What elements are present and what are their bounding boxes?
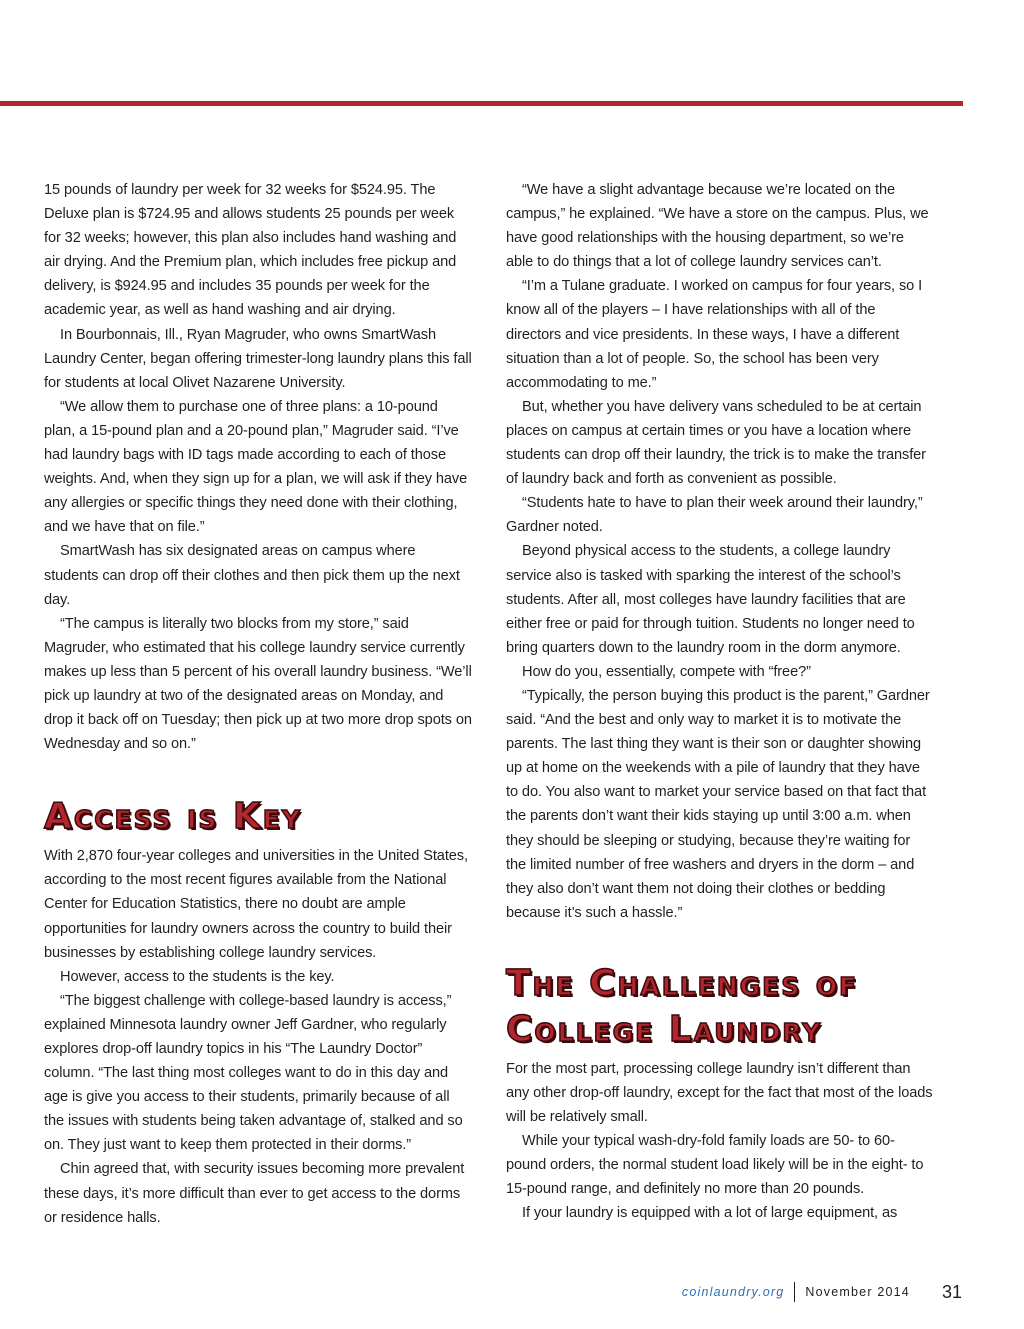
paragraph: “We have a slight advantage because we’re located on the campus,” he explained. “We have a store on the campus. Plus, we have good relationships with the housing department, so we’re able to do things that a lot of college laundry services can’t. <box>506 182 929 271</box>
page-number: 31 <box>941 1281 962 1302</box>
paragraph: SmartWash has six designated areas on campus where students can drop off their clothes and then pick them up the next day. <box>44 543 460 608</box>
paragraph: Beyond physical access to the students, a college laundry service also is tasked with sparking the interest of the school’s students. After all, most colleges have laundry facilities that are either free or paid for through tuition. Students no longer need to bring quarters down to the laundry room in the dorm anymore. <box>506 543 915 656</box>
paragraph: 15 pounds of laundry per week for 32 weeks for $524.95. The Deluxe plan is $724.95 and allows students 25 pounds per week for 32 weeks; however, this plan also includes hand washing and air drying. And the Premium plan, which includes free pickup and delivery, is $924.95 and includes 35 pounds per week for the academic year, as well as hand washing and air drying. <box>44 182 457 319</box>
paragraph: If your laundry is equipped with a lot of large equipment, as <box>522 1205 898 1222</box>
paragraph: With 2,870 four-year colleges and universities in the United States, according to the most recent figures available from the National Center for Education Statistics, there no doubt are ample opportunities for laundry owners across the country to build their businesses by establishing college laundry services. <box>44 848 468 961</box>
footer-divider <box>794 1282 795 1302</box>
paragraph: “Students hate to have to plan their week around their laundry,” Gardner noted. <box>506 495 923 536</box>
paragraph: “We allow them to purchase one of three plans: a 10-pound plan, a 15-pound plan and a 20-pound plan,” Magruder said. “I’ve had laundry bags with ID tags made according to each of those weights. And, when they sign up for a plan, we will ask if they have any allergies or specific things they need done with their clothing, and we have that on file.” <box>44 398 468 536</box>
section-heading-challenges: The Challenges of College Laundry <box>506 962 859 1050</box>
paragraph: In Bourbonnais, Ill., Ryan Magruder, who owns SmartWash Laundry Center, began offering trimester-long laundry plans this fall for students at local Olivet Nazarene University. <box>44 326 472 391</box>
paragraph: However, access to the students is the key. <box>60 968 335 985</box>
paragraph: “I’m a Tulane graduate. I worked on campus for four years, so I know all of the players – I have relationships with all of the directors and vice presidents. In these ways, I have a different situation than a lot of people. So, the school has been very accommodating to me.” <box>506 278 923 391</box>
paragraph: How do you, essentially, compete with “free?” <box>522 663 811 680</box>
paragraph: But, whether you have delivery vans scheduled to be at certain places on campus at certain times or you have a location where students can drop off their laundry, the trick is to make the transfer of laundry back and forth as convenient as possible. <box>506 398 926 488</box>
page-footer <box>682 1280 962 1304</box>
footer-site-link[interactable]: coinlaundry.org <box>681 1285 785 1299</box>
footer-issue-date: November 2014 <box>805 1285 910 1299</box>
paragraph: “The campus is literally two blocks from my store,” said Magruder, who estimated that his college laundry service currently makes up less than 5 percent of his overall laundry business. “We’ll pick up laundry at two of the designated areas on Monday, and drop it back off on Tuesday; then pick up at two more drop spots on Wednesday and so on.” <box>44 615 472 753</box>
section-heading-access: Access is Key <box>44 796 302 838</box>
paragraph: “Typically, the person buying this product is the parent,” Gardner said. “And the best and only way to market it is to motivate the parents. The last thing they want is their son or daughter showing up at home on the weekends with a pile of laundry that they have to do. You also want to market your service based on that fact that the parents don’t want their kids staying up until 3:00 a.m. when they should be sleeping or studying, because they’re waiting for the limited number of free washers and dryers in the dorm – and they also don’t want them not doing their clothes or bedding because it’s such a hassle.” <box>506 687 930 921</box>
paragraph: Chin agreed that, with security issues becoming more prevalent these days, it’s more difficult than ever to get access to the dorms or residence halls. <box>44 1161 465 1226</box>
paragraph: While your typical wash-dry-fold family loads are 50- to 60-pound orders, the normal student load likely will be in the eight- to 15-pound range, and definitely no more than 20 pounds. <box>506 1133 924 1198</box>
top-rule <box>0 101 963 106</box>
paragraph: For the most part, processing college laundry isn’t different than any other drop-off laundry, except for the fact that most of the loads will be relatively small. <box>506 1060 933 1126</box>
right-column <box>506 178 934 1226</box>
paragraph: “The biggest challenge with college-based laundry is access,” explained Minnesota laundry owner Jeff Gardner, who regularly explores drop-off laundry topics in his “The Laundry Doctor” column. “The last thing most colleges want to do in this day and age is give you access to their students, primarily because of all the issues with students being taken advantage of, stalked and so on. They just want to keep them protected in their dorms.” <box>44 992 463 1154</box>
left-column <box>44 178 472 1230</box>
